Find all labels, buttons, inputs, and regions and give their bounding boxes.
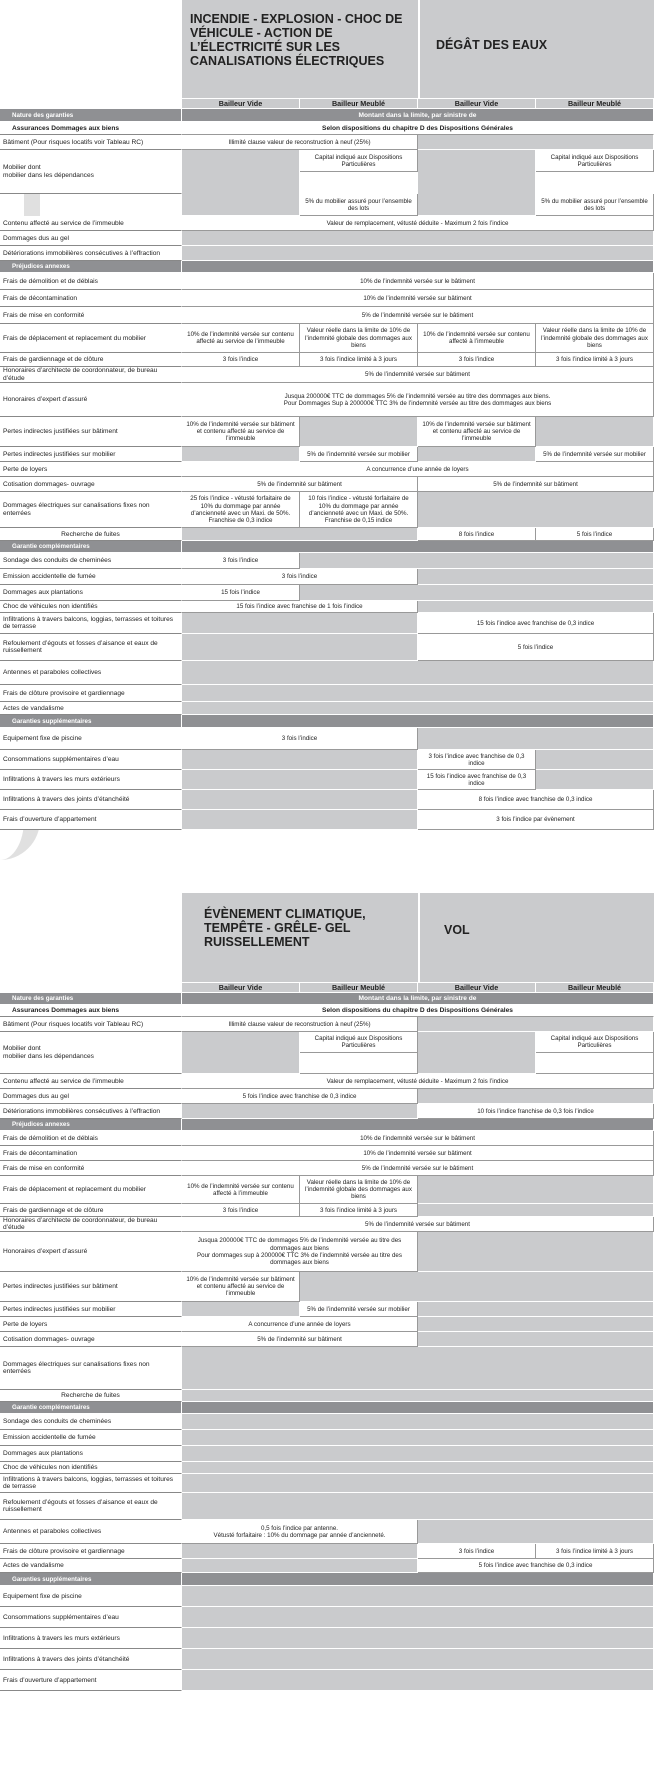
cell-value: 5 fois l’indice (418, 634, 654, 661)
section-label: Garanties supplémentaires (0, 1573, 182, 1586)
row-label: Recherche de fuites (0, 1390, 182, 1402)
cell-empty (418, 1017, 654, 1032)
section-bar (182, 261, 654, 273)
cell-value: 5% du mobilier assuré pour l’ensemble des lots (536, 194, 654, 216)
cell-value: 15 fois l’indice (182, 585, 300, 601)
cell-value: A concurrence d’une année de loyers (182, 1317, 418, 1332)
cell-value: 3 fois l’indice (182, 569, 418, 585)
row-label: Bâtiment (Pour risques locatifs voir Tableau RC) (0, 135, 182, 150)
cell-empty (182, 1104, 418, 1119)
row-label: Honoraires d’architecte de coordonnateur, de bureau d’étude (0, 1217, 182, 1232)
row-label: Frais de mise en conformité (0, 1161, 182, 1176)
row-label: Sondage des conduits de cheminées (0, 1414, 182, 1430)
row-label: Consommations supplémentaires d’eau (0, 1607, 182, 1628)
cell-value: 3 fois l’indice par évènement (418, 810, 654, 830)
row-label: Honoraires d’architecte de coordonnateur, de bureau d’étude (0, 367, 182, 383)
cell-value: 5% du mobilier assuré pour l’ensemble des lots (300, 194, 418, 216)
row-label: Emission accidentelle de fumée (0, 569, 182, 585)
cell-empty (418, 447, 536, 462)
section-bar (182, 541, 654, 553)
row-label: Perte de loyers (0, 462, 182, 477)
cell-empty (418, 1332, 654, 1347)
cell-empty (182, 790, 418, 810)
cell-value: 10% de l’indemnité versée sur bâtiment (182, 290, 654, 307)
cell-value: 3 fois l’indice (418, 1544, 536, 1559)
cell-empty (182, 1474, 654, 1493)
cell-value: 10% de l’indemnité versée sur contenu affecté au service de l’immeuble (182, 324, 300, 353)
cell-value: 10% de l’indemnité versée sur bâtiment et contenu affecté au service de l’immeuble (182, 1272, 300, 1302)
cell-value: Jusqua 200000€ TTC de dommages 5% de l’indemnité versée au titre des dommages aux biens Pour dommages sup à 200000€ TTC 3% de l’indemnité versée au titre des dommages aux biens (182, 1232, 418, 1272)
cell-empty (182, 634, 418, 661)
section-bar (182, 1119, 654, 1131)
col-header: Bailleur Vide (418, 983, 536, 993)
row-label: Dommages dus au gel (0, 1089, 182, 1104)
row-label: Infiltrations à travers les murs extérieurs (0, 770, 182, 790)
cell-value: 15 fois l’indice avec franchise de 0,3 indice (418, 613, 654, 634)
cell-value: 3 fois l’indice (182, 353, 300, 367)
section-label: Nature des garanties (0, 993, 182, 1005)
row-label: Détériorations immobilières consécutives à l’effraction (0, 246, 182, 261)
section-label: Préjudices annexes (0, 261, 182, 273)
cell-value: 3 fois l’indice limité à 3 jours (536, 1544, 654, 1559)
capital-text: Capital indiqué aux Dispositions Particulières (536, 1032, 653, 1053)
cell-value: 8 fois l’indice (418, 528, 536, 541)
cell-empty (182, 661, 654, 685)
section-label: Préjudices annexes (0, 1119, 182, 1131)
row-label: Antennes et paraboles collectives (0, 661, 182, 685)
cell-value: 25 fois l’indice - vétusté forfaitaire de 10% du dommage par année d’ancienneté avec un Maxi. de 50%. Franchise de 0,3 indice (182, 492, 300, 528)
cell-value: 15 fois l’indice avec franchise de 0,3 indice (418, 770, 536, 790)
row-label: Pertes indirectes justifiées sur bâtiment (0, 417, 182, 447)
cell-value: Valeur de remplacement, vétusté déduite - Maximum 2 fois l’indice (182, 1074, 654, 1089)
cell-empty (182, 150, 300, 216)
row-label: Frais de déplacement et replacement du mobilier (0, 324, 182, 353)
row-label: Détériorations immobilières consécutives à l’effraction (0, 1104, 182, 1119)
row-label: Equipement fixe de piscine (0, 728, 182, 750)
cell-value: 3 fois l’indice limité à 3 jours (300, 1204, 418, 1217)
cell-value: 5% de l’indemnité versée sur mobilier (536, 447, 654, 462)
cell-value: 10% de l’indemnité versée sur le bâtiment (182, 1131, 654, 1146)
cell-value: 0,5 fois l’indice par antenne. Vétusté forfaitaire : 10% du dommage par année d’ancienneté. (182, 1520, 418, 1544)
section-title-fire: INCENDIE - EXPLOSION - CHOC DE VÉHICULE - ACTION DE L’ÉLECTRICITÉ SUR LES CANALISATIONS ÉLECTRIQUES (182, 0, 418, 98)
section-title-climate: ÉVÈNEMENT CLIMATIQUE, TEMPÊTE - GRÊLE- GEL RUISSELLEMENT (182, 893, 418, 982)
cell-empty (182, 447, 300, 462)
cell-empty (182, 231, 654, 246)
row-label: Frais de démolition et de déblais (0, 1131, 182, 1146)
row-label: Antennes et paraboles collectives (0, 1520, 182, 1544)
cell-empty (418, 601, 654, 613)
blank-subcell (300, 1053, 417, 1073)
cell-empty (182, 1559, 418, 1573)
cell-empty (182, 1493, 654, 1520)
cell-empty (182, 810, 418, 830)
cell-value: 3 fois l’indice avec franchise de 0,3 indice (418, 750, 536, 770)
cell-value: 3 fois l’indice limité à 3 jours (300, 353, 418, 367)
section-label: Garantie complémentaires (0, 1402, 182, 1414)
blank-corner (0, 99, 182, 109)
row-label: Cotisation dommages- ouvrage (0, 1332, 182, 1347)
row-label: Equipement fixe de piscine (0, 1586, 182, 1607)
cell-empty (182, 1446, 654, 1462)
cell-value: 10% de l’indemnité versée sur le bâtiment (182, 273, 654, 290)
cell-empty (418, 1317, 654, 1332)
cell-empty (182, 1390, 654, 1402)
cell-empty (300, 1272, 654, 1302)
table-fire-water (0, 99, 654, 830)
row-label: Infiltrations à travers les murs extérieurs (0, 1628, 182, 1649)
cell-value: Capital indiqué aux Dispositions Particulières (300, 150, 418, 172)
cell-value: 5% de l’indemnité versée sur le bâtiment (182, 307, 654, 324)
cell-value: 3 fois l’indice (182, 1204, 300, 1217)
row-label: Recherche de fuites (0, 528, 182, 541)
row-label: Refoulement d’égouts et fosses d’aisance et eaux de ruissellement (0, 1493, 182, 1520)
cell-empty (300, 553, 654, 569)
cell-value (300, 1032, 418, 1074)
row-label: Contenu affecté au service de l’immeuble (0, 1074, 182, 1089)
col-header: Bailleur Meublé (536, 983, 654, 993)
row-label: Frais de clôture provisoire et gardiennage (0, 1544, 182, 1559)
row-label: Pertes indirectes justifiées sur bâtiment (0, 1272, 182, 1302)
capital-text: Capital indiqué aux Dispositions Particulières (300, 1032, 417, 1053)
row-label: Frais de clôture provisoire et gardiennage (0, 685, 182, 702)
cell-empty (418, 492, 654, 528)
cell-empty (418, 1032, 536, 1074)
cell-empty (182, 1670, 654, 1691)
section-label: Garantie complémentaires (0, 541, 182, 553)
cell-value: 5 fois l’indice avec franchise de 0,3 indice (418, 1559, 654, 1573)
row-label: Pertes indirectes justifiées sur mobilier (0, 447, 182, 462)
col-header: Bailleur Meublé (300, 99, 418, 109)
cell-value: 3 fois l’indice limité à 3 jours (536, 353, 654, 367)
row-label: Dommages dus au gel (0, 231, 182, 246)
row-label: Frais de décontamination (0, 290, 182, 307)
row-label: Mobilier dont mobilier dans les dépendances (0, 1032, 182, 1074)
cell-empty (536, 770, 654, 790)
cell-value: 5% de l’indemnité sur bâtiment (182, 1332, 418, 1347)
cell-value: 10% de l’indemnité versée sur contenu affecté à l’immeuble (182, 1176, 300, 1204)
cell-empty (182, 1347, 654, 1390)
cell-value: A concurrence d’une année de loyers (182, 462, 654, 477)
cell-value: Valeur réelle dans la limite de 10% de l’indemnité globale des dommages aux biens (300, 324, 418, 353)
row-label: Honoraires d’expert d’assuré (0, 1232, 182, 1272)
row-label: Infiltrations à travers balcons, loggias, terrasses et toitures de terrasse (0, 613, 182, 634)
row-label: Dommages électriques sur canalisations fixes non enterrées (0, 1347, 182, 1390)
col-header: Bailleur Meublé (300, 983, 418, 993)
row-label: Actes de vandalisme (0, 702, 182, 715)
row-label: Sondage des conduits de cheminées (0, 553, 182, 569)
row-label: Frais de décontamination (0, 1146, 182, 1161)
selon-text: Selon dispositions du chapitre D des Dispositions Générales (182, 122, 654, 135)
row-label: Frais d’ouverture d’appartement (0, 810, 182, 830)
cell-empty (182, 685, 654, 702)
cell-empty (418, 1176, 654, 1204)
cell-empty (182, 1414, 654, 1430)
cell-value (536, 1032, 654, 1074)
section-bar (182, 715, 654, 728)
section-title-water: DÉGÂT DES EAUX (420, 0, 654, 98)
cell-empty (182, 1032, 300, 1074)
row-label: Honoraires d’expert d’assuré (0, 383, 182, 417)
cell-empty (182, 613, 418, 634)
cell-value: 3 fois l’indice (182, 553, 300, 569)
row-label: Choc de véhicules non identifiés (0, 1462, 182, 1474)
row-label: Frais de démolition et de déblais (0, 273, 182, 290)
cell-empty (182, 1649, 654, 1670)
cell-value: 10% de l’indemnité versée sur bâtiment (182, 1146, 654, 1161)
row-label: Cotisation dommages- ouvrage (0, 477, 182, 492)
row-label: Frais d’ouverture d’appartement (0, 1670, 182, 1691)
row-label: Contenu affecté au service de l’immeuble (0, 216, 182, 231)
row-label: Choc de véhicules non identifiés (0, 601, 182, 613)
cell-value: Valeur de remplacement, vétusté déduite - Maximum 2 fois l’indice (182, 216, 654, 231)
row-label: Assurances Dommages aux biens (0, 122, 182, 135)
cell-value: Valeur réelle dans la limite de 10% de l’indemnité globale des dommages aux biens (536, 324, 654, 353)
cell-value: Jusqua 200000€ TTC de dommages 5% de l’indemnité versée au titre des dommages aux biens. Pour Dommages Sup à 200000€ TTC 3% de l’indemnité versée au titre des dommages aux biens (182, 383, 654, 417)
cell-value: Valeur réelle dans la limite de 10% de l’indemnité globale des dommages aux biens (300, 1176, 418, 1204)
cell-value: 5% de l’indemnité versée sur le bâtiment (182, 1161, 654, 1176)
cell-empty (300, 585, 654, 601)
row-label: Refoulement d’égouts et fosses d’aisance et eaux de ruissellement (0, 634, 182, 661)
cell-value: Illimité clause valeur de reconstruction à neuf (25%) (182, 135, 418, 150)
cell-value: 5 fois l’indice avec franchise de 0,3 indice (182, 1089, 418, 1104)
cell-value: 5% de l’indemnité sur bâtiment (418, 477, 654, 492)
row-label: Infiltrations à travers des joints d’étanchéité (0, 1649, 182, 1670)
blank-corner (0, 983, 182, 993)
section-title-theft: VOL (420, 893, 654, 982)
row-label: Dommages électriques sur canalisations fixes non enterrées (0, 492, 182, 528)
cell-empty (182, 1544, 418, 1559)
cell-value: Capital indiqué aux Dispositions Particulières (536, 150, 654, 172)
table-climate-theft (0, 983, 654, 1691)
cell-value: 10% de l’indemnité versée sur contenu affecté à l’immeuble (418, 324, 536, 353)
cell-empty (182, 702, 654, 715)
row-label: Consommations supplémentaires d’eau (0, 750, 182, 770)
cell-value: Illimité clause valeur de reconstruction à neuf (25%) (182, 1017, 418, 1032)
cell-empty (182, 528, 418, 541)
cell-value: 5 fois l’indice (536, 528, 654, 541)
cell-empty (418, 1089, 654, 1104)
row-label: Bâtiment (Pour risques locatifs voir Tableau RC) (0, 1017, 182, 1032)
row-label: Frais de déplacement et replacement du mobilier (0, 1176, 182, 1204)
row-label: Actes de vandalisme (0, 1559, 182, 1573)
cell-value: 5% de l’indemnité versée sur mobilier (300, 447, 418, 462)
selon-text: Selon dispositions du chapitre D des Dispositions Générales (182, 1005, 654, 1017)
cell-value: 10% de l’indemnité versée sur bâtiment et contenu affecté au service de l’immeuble (182, 417, 300, 447)
row-label: Emission accidentelle de fumée (0, 1430, 182, 1446)
cell-empty (536, 417, 654, 447)
cell-value: 5% de l’indemnité versée sur mobilier (300, 1302, 418, 1317)
cell-empty (182, 1302, 300, 1317)
row-label: Mobilier dont mobilier dans les dépendances (0, 150, 182, 194)
section-montant: Montant dans la limite, par sinistre de (182, 109, 654, 122)
row-label: Frais de mise en conformité (0, 307, 182, 324)
cell-value: 10 fois l’indice - vétusté forfaitaire de 10% du dommage par année d’ancienneté avec un Maxi. de 50%. Franchise de 0,15 indice (300, 492, 418, 528)
row-label: Frais de gardiennage et de clôture (0, 353, 182, 367)
cell-empty (418, 1204, 654, 1217)
row-label: Frais de gardiennage et de clôture (0, 1204, 182, 1217)
col-header: Bailleur Vide (182, 983, 300, 993)
cell-value: 8 fois l’indice avec franchise de 0,3 indice (418, 790, 654, 810)
cell-value: 15 fois l’indice avec franchise de 1 fois l’indice (182, 601, 418, 613)
row-label: Dommages aux plantations (0, 585, 182, 601)
cell-empty (182, 770, 418, 790)
section-label: Nature des garanties (0, 109, 182, 122)
cell-empty (418, 1302, 654, 1317)
section-label: Garanties supplémentaires (0, 715, 182, 728)
row-label: Infiltrations à travers des joints d’étanchéité (0, 790, 182, 810)
cell-empty (418, 150, 536, 216)
cell-value: 5% de l’indemnité versée sur bâtiment (182, 367, 654, 383)
cell-empty (418, 728, 654, 750)
row-label: Infiltrations à travers balcons, loggias, terrasses et toitures de terrasse (0, 1474, 182, 1493)
cell-empty (418, 1232, 654, 1272)
cell-value: 10% de l’indemnité versée sur bâtiment et contenu affecté au service de l’immeuble (418, 417, 536, 447)
row-label: Perte de loyers (0, 1317, 182, 1332)
col-header: Bailleur Meublé (536, 99, 654, 109)
cell-value: 3 fois l’indice (182, 728, 418, 750)
cell-value: 5% de l’indemnité sur bâtiment (182, 477, 418, 492)
cell-value: 3 fois l’indice (418, 353, 536, 367)
cell-empty (182, 750, 418, 770)
cell-empty (536, 750, 654, 770)
cell-empty (418, 135, 654, 150)
cell-empty (418, 1520, 654, 1544)
row-label: Pertes indirectes justifiées sur mobilier (0, 1302, 182, 1317)
col-header: Bailleur Vide (418, 99, 536, 109)
cell-empty (182, 1462, 654, 1474)
cell-empty (182, 1607, 654, 1628)
cell-empty (182, 1586, 654, 1607)
cell-empty (300, 417, 418, 447)
section-montant: Montant dans la limite, par sinistre de (182, 993, 654, 1005)
cell-empty (182, 1628, 654, 1649)
cell-empty (182, 1430, 654, 1446)
blank-subcell (536, 1053, 653, 1073)
cell-empty (182, 246, 654, 261)
cell-value: 10 fois l’indice franchise de 0,3 fois l’indice (418, 1104, 654, 1119)
section-bar (182, 1573, 654, 1586)
section-bar (182, 1402, 654, 1414)
row-label: Dommages aux plantations (0, 1446, 182, 1462)
cell-value: 5% de l’indemnité versée sur bâtiment (182, 1217, 654, 1232)
cell-empty (418, 569, 654, 585)
col-header: Bailleur Vide (182, 99, 300, 109)
row-label: Assurances Dommages aux biens (0, 1005, 182, 1017)
